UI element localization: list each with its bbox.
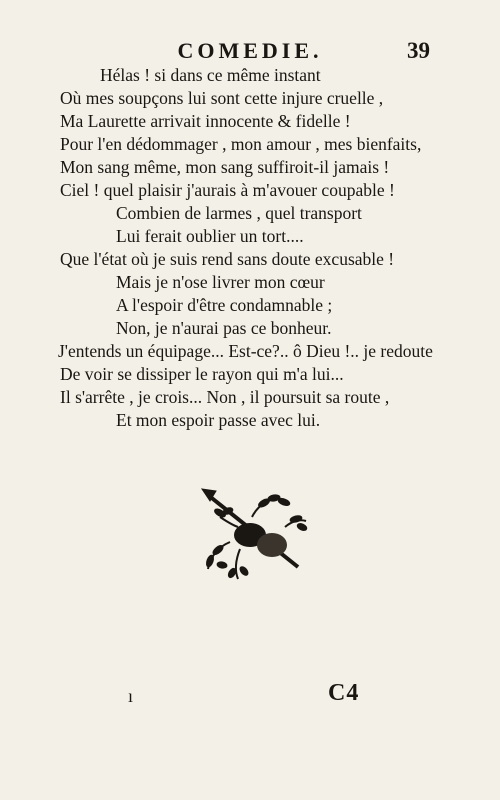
- verse-line: Non, je n'aurai pas ce bonheur.: [116, 318, 332, 338]
- verse-line: Et mon espoir passe avec lui.: [116, 410, 321, 430]
- verse-line: Mais je n'ose livrer mon cœur: [116, 272, 325, 292]
- verse-line: Mon sang même, mon sang suffiroit-il jamais !: [60, 157, 390, 177]
- verse-line: Il s'arrête , je crois... Non , il poursuit sa route ,: [60, 387, 390, 407]
- verse-line: Pour l'en dédommager , mon amour , mes bienfaits,: [60, 134, 422, 154]
- verse-line: J'entends un équipage... Est-ce?.. ô Dieu !.. je redoute: [58, 341, 433, 361]
- verse-line: Lui ferait oublier un tort....: [116, 226, 304, 246]
- verse-line: Ma Laurette arrivait innocente & fidelle !: [60, 111, 351, 131]
- floral-vignette-icon: [200, 487, 310, 582]
- running-title: COMEDIE.: [177, 38, 323, 63]
- signature-mark: C4: [328, 680, 360, 706]
- footer-mark: ı: [128, 686, 134, 706]
- verse-line: Hélas ! si dans ce même instant: [100, 65, 321, 85]
- verse-line: De voir se dissiper le rayon qui m'a lui...: [60, 364, 344, 384]
- page-number: 39: [407, 38, 430, 63]
- verse-line: Combien de larmes , quel transport: [116, 203, 362, 223]
- verse-line: Où mes soupçons lui sont cette injure cruelle ,: [60, 88, 384, 108]
- verse-line: Que l'état où je suis rend sans doute excusable !: [60, 249, 395, 269]
- verse-line: A l'espoir d'être condamnable ;: [116, 295, 333, 315]
- verse-line: Ciel ! quel plaisir j'aurais à m'avouer coupable !: [60, 180, 395, 200]
